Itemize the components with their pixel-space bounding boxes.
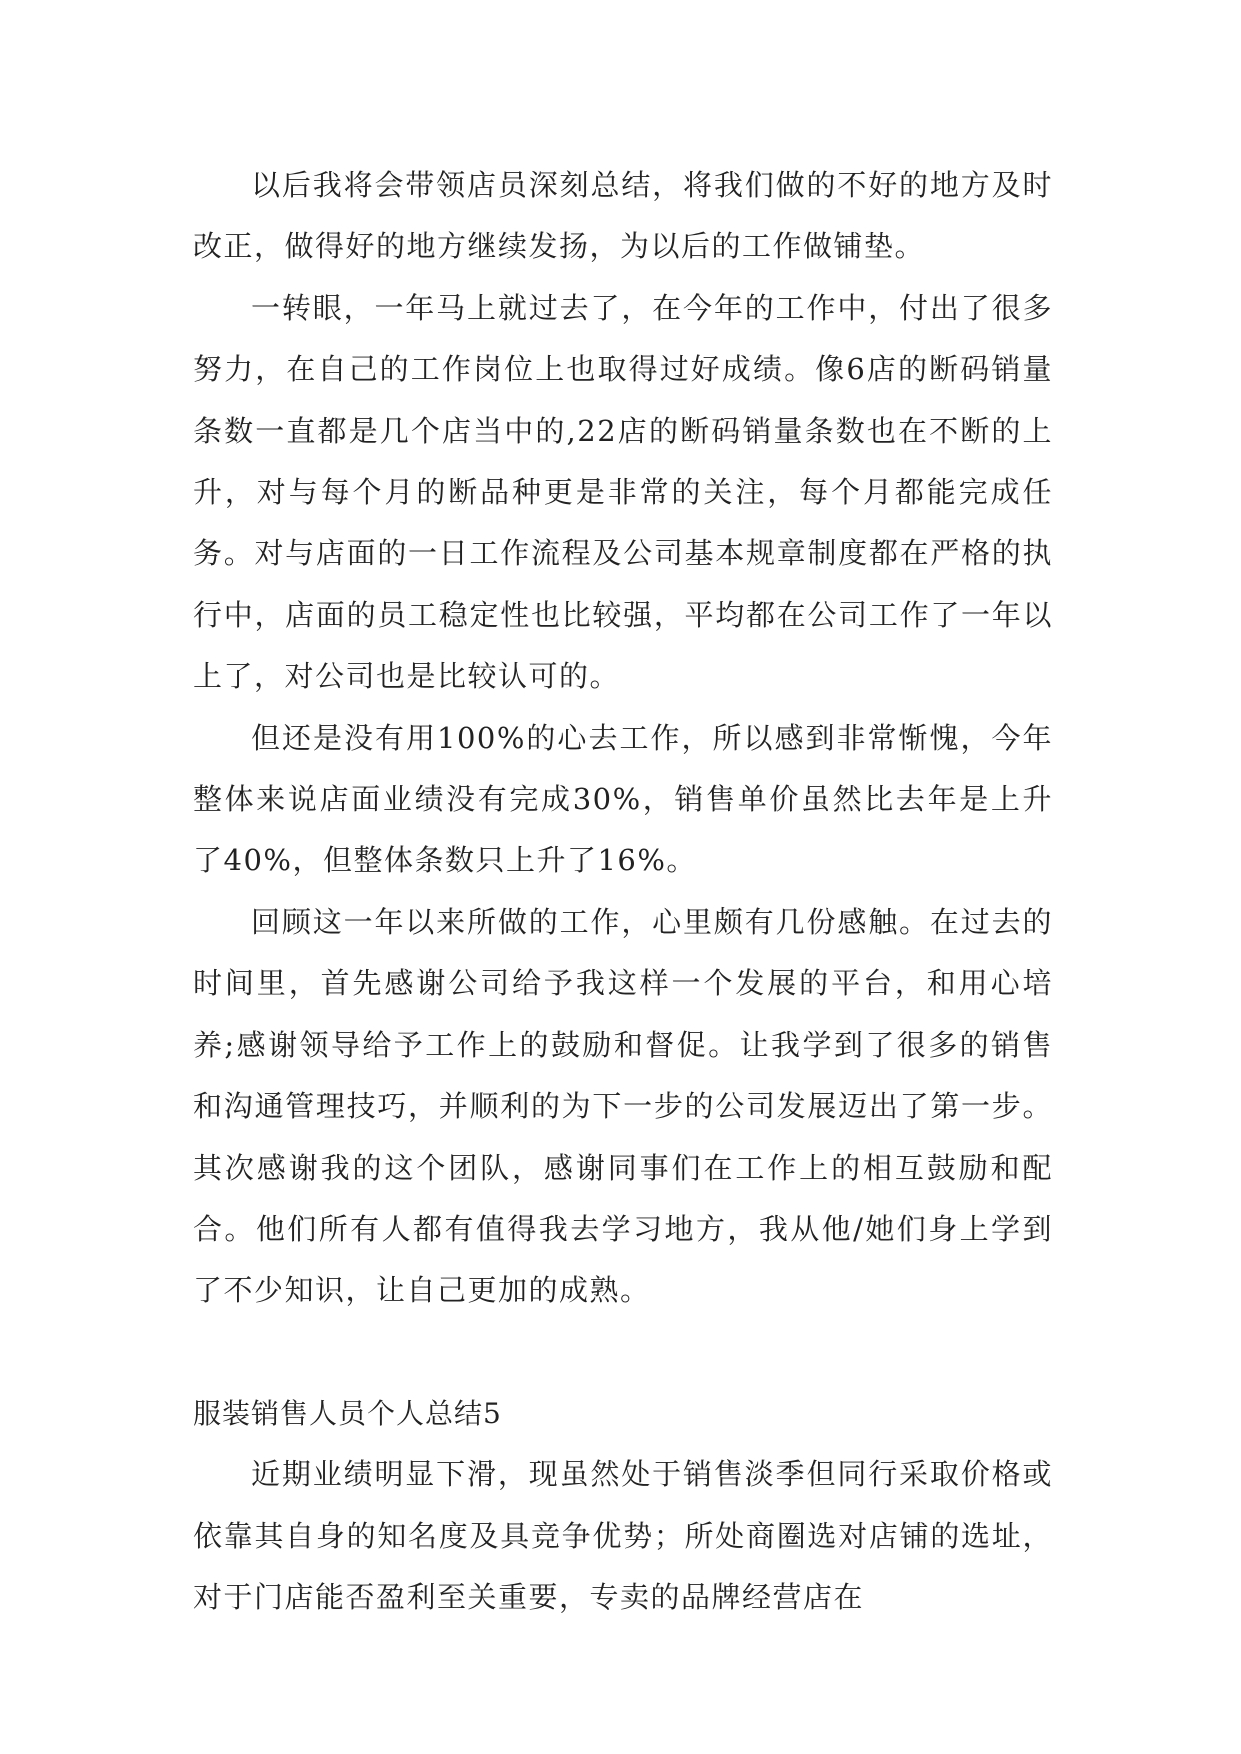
paragraph-5: 近期业绩明显下滑，现虽然处于销售淡季但同行采取价格或依靠其自身的知名度及具竞争优势；所处商圈选对店铺的选址，对于门店能否盈利至关重要，专卖的品牌经营店在: [193, 1457, 1053, 1614]
paragraph-3: 但还是没有用100%的心去工作，所以感到非常惭愧，今年整体来说店面业绩没有完成30%，销售单价虽然比去年是上升了40%，但整体条数只上升了16%。: [193, 720, 1053, 878]
section-heading: 服装销售人员个人总结5: [193, 1396, 502, 1430]
paragraph-2: 一转眼，一年马上就过去了，在今年的工作中，付出了很多努力，在自己的工作岗位上也取得过好成绩。像6店的断码销量条数一直都是几个店当中的,22店的断码销量条数也在不断的上升，对与每个月的断品种更是非常的关注，每个月都能完成任务。对与店面的一日工作流程及公司基本规章制度都在严格的执行中，店面的员工稳定性也比较强，平均都在公司工作了一年以上了，对公司也是比较认可的。: [193, 290, 1053, 694]
document-body: [193, 155, 1053, 1628]
paragraph-1: 以后我将会带领店员深刻总结，将我们做的不好的地方及时改正，做得好的地方继续发扬，为以后的工作做铺垫。: [193, 168, 1053, 264]
paragraph-4: 回顾这一年以来所做的工作，心里颇有几份感触。在过去的时间里，首先感谢公司给予我这样一个发展的平台，和用心培养;感谢领导给予工作上的鼓励和督促。让我学到了很多的销售和沟通管理技巧，并顺利的为下一步的公司发展迈出了第一步。其次感谢我的这个团队，感谢同事们在工作上的相互鼓励和配合。他们所有人都有值得我去学习地方，我从他/她们身上学到了不少知识，让自己更加的成熟。: [193, 904, 1053, 1308]
